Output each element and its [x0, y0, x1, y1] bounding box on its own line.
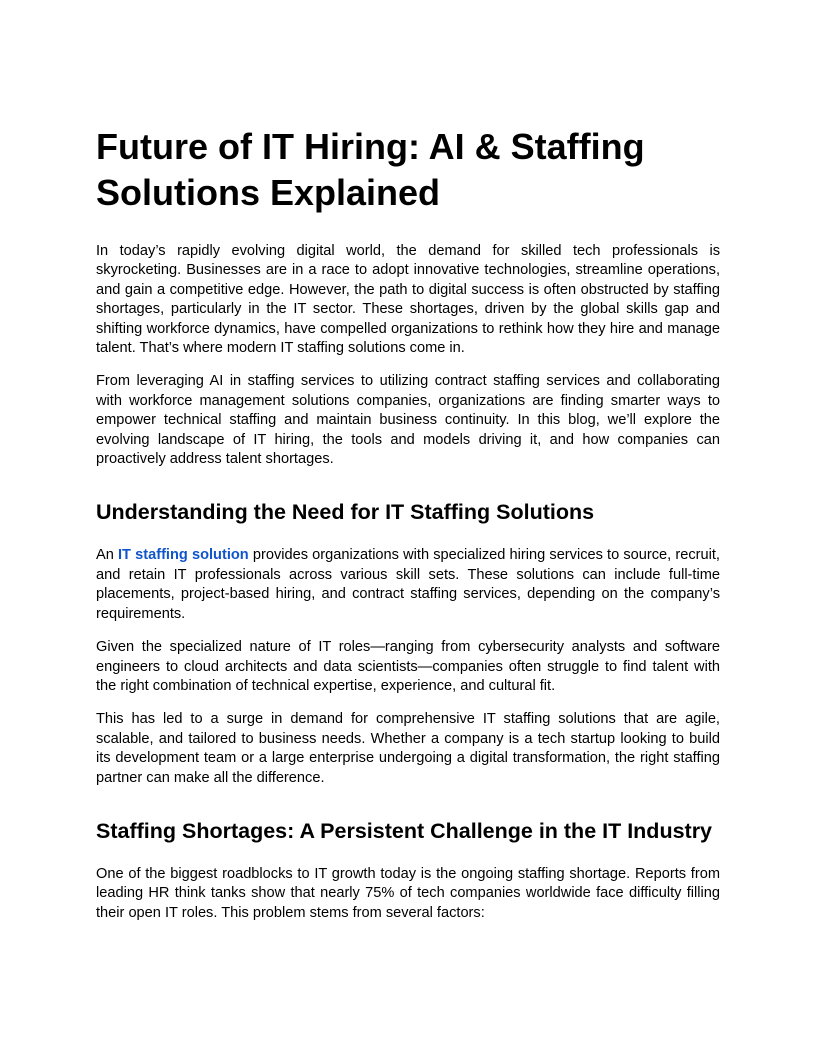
intro-paragraph-2: From leveraging AI in staffing services to utilizing contract staffing services and collaborating with workforce management solutions companies, organizations are finding smarter ways to empower technical staffing and maintain business continuity. In this blog, we’ll explore the evolving landscape of IT hiring, the tools and models driving it, and how companies can proactively address talent shortages. — [96, 373, 720, 468]
section1-paragraph-1-rest: provides organizations with specialized hiring services to source, recruit, and retain IT professionals across various skill sets. These solutions can include full-time placements, project-based hiring, and contract staffing services, depending on the company’s requirements. — [96, 547, 720, 622]
section-heading-staffing-shortages: Staffing Shortages: A Persistent Challenge in the IT Industry — [96, 818, 713, 843]
document-body — [96, 124, 720, 937]
section2-paragraph-1: One of the biggest roadblocks to IT growth today is the ongoing staffing shortage. Reports from leading HR think tanks show that nearly 75% of tech companies worldwide face difficulty filling their open IT roles. This problem stems from several factors: — [96, 865, 720, 921]
it-staffing-solution-link[interactable]: IT staffing solution — [118, 547, 249, 564]
intro-paragraph-1: In today’s rapidly evolving digital world, the demand for skilled tech professionals is skyrocketing. Businesses are in a race to adopt innovative technologies, streamline operations, and gain a competitive edge. However, the path to digital success is often obstructed by staffing shortages, particularly in the IT sector. These shortages, driven by the global skills gap and shifting workforce dynamics, have compelled organizations to rethink how they hire and manage talent. That’s where modern IT staffing solutions come in. — [96, 243, 720, 357]
section1-paragraph-2: Given the specialized nature of IT roles—ranging from cybersecurity analysts and software engineers to cloud architects and data scientists—companies often struggle to find talent with the right combination of technical expertise, experience, and cultural fit. — [96, 639, 720, 694]
page-title: Future of IT Hiring: AI & Staffing Solutions Explained — [96, 126, 645, 213]
section1-paragraph-1-lead: An — [96, 547, 118, 564]
section1-paragraph-3: This has led to a surge in demand for comprehensive IT staffing solutions that are agile, scalable, and tailored to business needs. Whether a company is a tech startup looking to build its development team or a large enterprise undergoing a digital transformation, the right staffing partner can make all the difference. — [96, 711, 720, 786]
section1-paragraph-1 — [96, 546, 720, 624]
section-heading-staffing-solutions: Understanding the Need for IT Staffing Solutions — [96, 500, 595, 525]
